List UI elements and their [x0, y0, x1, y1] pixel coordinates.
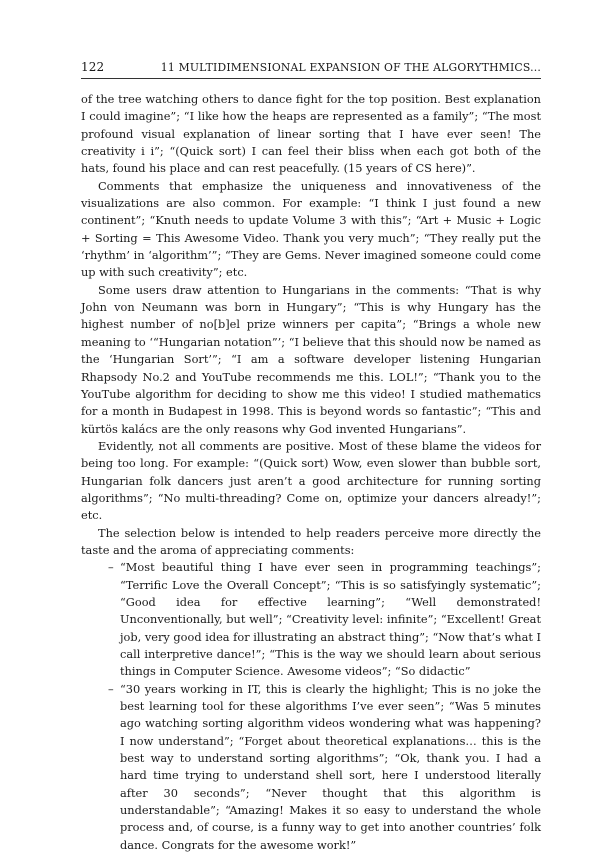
- list-dash: –: [108, 560, 114, 575]
- running-head: [81, 60, 541, 79]
- paragraph-continued: of the tree watching others to dance fight for the top position. Best explanation I could imagine”; “I like how the heaps are represented as a family”; “The most profound visual explanation of linear sorting that I have ever seen! The creativity i i”; “(Quick sort) I can feel their bliss when each got both of the hats, found his place and can rest peacefully. (15 years of CS here)”.: [81, 92, 541, 176]
- book-page: [81, 60, 541, 854]
- paragraph-selection: The selection below is intended to help readers perceive more directly the taste and the aroma of appreciating comments:: [81, 525, 541, 557]
- list-item: – “Most beautiful thing I have ever seen in programming teachings”; “Terrific Love the Overall Concept”; “This is so satisfyingly systematic”; “Good idea for effective learning”; “Well demonstrated! Unconventionally, but well”; “Creativity level: infinite”; “Excellent! Great job, very good idea for illustrating an abstract thing”; “Now that’s what I call interpretive dance!”; “This is the way we should learn about serious things in Computer Science. Awesome videos”; “So didactic”: [108, 560, 541, 679]
- list-dash: –: [108, 681, 114, 696]
- creativity-glyph: i i: [141, 144, 155, 159]
- page-number: 122: [81, 60, 105, 74]
- paragraph-uniqueness: Comments that emphasize the uniqueness and innovativeness of the visualizations are also common. For example: “I think I just found a new continent”; “Knuth needs to update Volume 3 with this”; “Art + Music + Logic + Sorting = This Awesome Video. Thank you very much”; “They really put the ‘rhythm’ in ‘algorithm’”; “They are Gems. Never imagined someone could come up with such creativity”; etc.: [81, 178, 541, 280]
- list-item: – “30 years working in IT, this is clearly the highlight; This is no joke the best learning tool for these algorithms I’ve ever seen”; “Was 5 minutes ago watching sorting algorithm videos wondering what was happening? I now understand”; “Forget about theoretical explanations… this is the best way to understand sorting algorithms”; “Ok, thank you. I had a hard time trying to understand shell sort, here I understood literally after 30 seconds”; “Never thought that this algorithm is understandable”; “Amazing! Makes it so easy to understand the whole process and, of course, is a funny way to get into another countries’ folk dance. Congrats for the awesome work!”: [108, 681, 541, 852]
- paragraph-hungarians: Some users draw attention to Hungarians in the comments: “That is why John von Neumann was born in Hungary”; “This is why Hungary has the highest number of no[b]el prize winners per capita”; “Brings a whole new meaning to ‘“Hungarian notation”’; “I believe that this should now be named as the ‘Hungarian Sort’”; “I am a software developer listening Hungarian Rhapsody No.2 and YouTube recommends me this. LOL!”; “Thank you to the YouTube algorithm for deciding to show me this video! I studied mathematics for a month in Budapest in 1998. This is beyond words so fantastic”; “This and kürtös kalács are the only reasons why God invented Hungarians”.: [81, 282, 541, 436]
- body-text: [81, 91, 541, 854]
- quote-list: [81, 559, 541, 854]
- chapter-title: 11 MULTIDIMENSIONAL EXPANSION OF THE ALGORYTHMICS...: [160, 61, 541, 74]
- paragraph-negative: Evidently, not all comments are positive. Most of these blame the videos for being too long. For example: “(Quick sort) Wow, even slower than bubble sort, Hungarian folk dancers just aren’t a good architecture for running sorting algorithms”; “No multi-threading? Come on, optimize your dancers already!”; etc.: [81, 438, 541, 523]
